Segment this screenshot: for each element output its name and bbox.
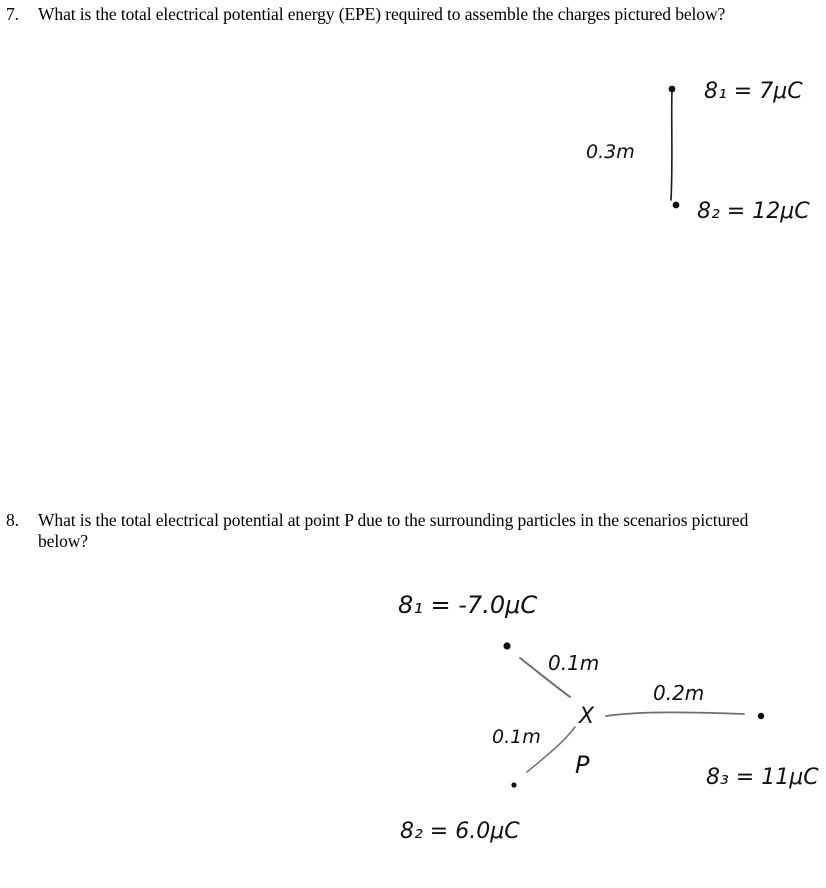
q8-charge-3-dot: [758, 713, 764, 719]
q7-separation-line: [671, 90, 672, 200]
q8-distance-1-label: 0.1m: [548, 651, 600, 675]
q8-charge-2-dot: [511, 782, 516, 787]
q8-charge-1-dot: [503, 642, 510, 649]
q8-point-label: P: [575, 751, 590, 779]
q8-line-q3-to-p: [606, 712, 744, 716]
question-7-number: 7.: [6, 4, 19, 24]
question-7-text: What is the total electrical potential energy (EPE) required to assemble the charges pictured below?: [38, 4, 726, 24]
q8-distance-2-label: 0.1m: [492, 726, 541, 748]
q8-point-mark: X: [579, 704, 595, 729]
question-8-text: What is the total electrical potential at point P due to the surrounding particles in the scenarios pictured below?: [38, 510, 749, 551]
q8-charge-1-label: 8₁ = -7.0μC: [398, 591, 538, 619]
question-8-number: 8.: [6, 510, 19, 530]
diagram-7: [586, 79, 810, 224]
q7-charge-1-dot: [669, 86, 676, 93]
q7-charge-2-label: 8₂ = 12μC: [697, 199, 810, 224]
q7-charge-1-label: 8₁ = 7μC: [704, 79, 803, 104]
q8-charge-2-label: 8₂ = 6.0μC: [400, 819, 520, 844]
q8-distance-3-label: 0.2m: [653, 681, 705, 705]
diagram-8: [398, 591, 819, 844]
q7-charge-2-dot: [673, 202, 680, 209]
q7-distance-label: 0.3m: [586, 141, 635, 163]
q8-charge-3-label: 8₃ = 11μC: [706, 765, 819, 790]
